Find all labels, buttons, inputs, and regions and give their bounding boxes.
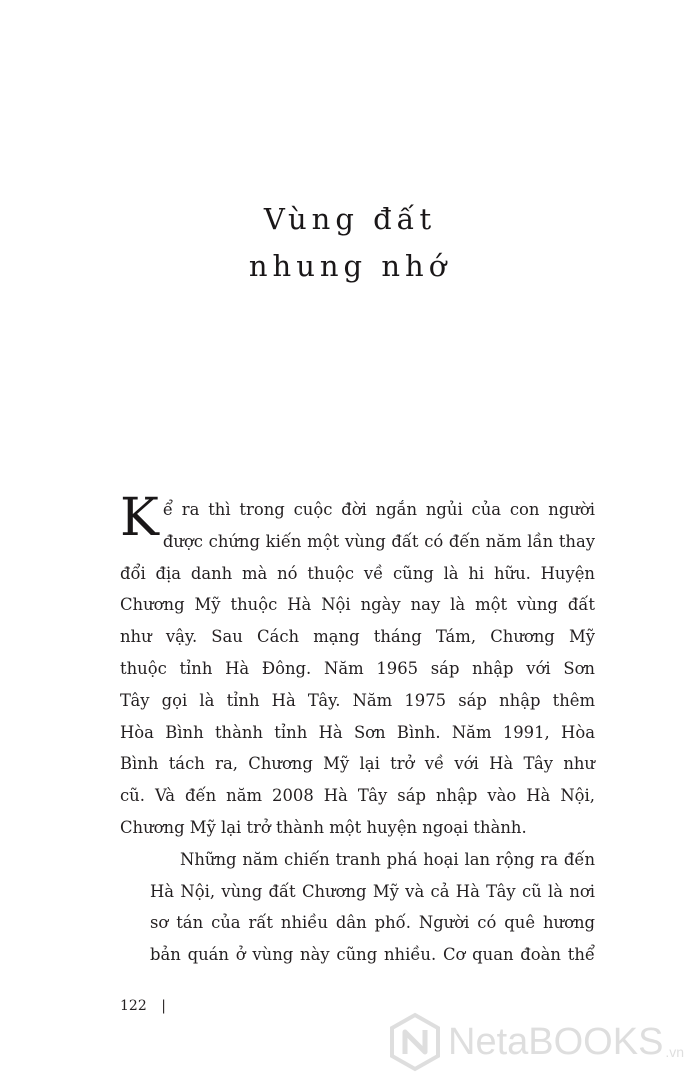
watermark-brand: NetaBOOKS bbox=[448, 1020, 664, 1063]
paragraph-1 bbox=[120, 488, 595, 844]
chapter-title-line-1: Vùng đất bbox=[263, 202, 437, 236]
text-line: được chứng kiến một vùng đất có đến năm lần thay bbox=[162, 531, 595, 551]
text-line: như vậy. Sau Cách mạng tháng Tám, Chương Mỹ bbox=[120, 627, 595, 647]
text-line: Chương Mỹ lại trở thành một huyện ngoại thành. bbox=[120, 817, 527, 837]
text-line: Hà Nội, vùng đất Chương Mỹ và cả Hà Tây cũ là nơi bbox=[150, 881, 595, 901]
text-line: sơ tán của rất nhiều dân phố. Người có quê hương bbox=[150, 913, 595, 933]
text-line: Bình tách ra, Chương Mỹ lại trở về với Hà Tây như bbox=[120, 754, 595, 774]
text-line: bản quán ở vùng này cũng nhiều. Cơ quan đoàn thể bbox=[150, 945, 595, 965]
paragraph-2 bbox=[120, 844, 595, 971]
text-line: thuộc tỉnh Hà Đông. Năm 1965 sáp nhập với Sơn bbox=[120, 658, 595, 678]
drop-cap: K bbox=[120, 488, 159, 548]
text-line: Hòa Bình thành tỉnh Hà Sơn Bình. Năm 1991, Hòa bbox=[120, 722, 595, 742]
text-line: Tây gọi là tỉnh Hà Tây. Năm 1975 sáp nhập thêm bbox=[120, 690, 595, 710]
text-line: Chương Mỹ thuộc Hà Nội ngày nay là một vùng đất bbox=[120, 595, 595, 615]
chapter-title bbox=[0, 196, 700, 290]
page-footer bbox=[120, 998, 166, 1014]
n-hexagon-logo-icon bbox=[388, 1012, 442, 1072]
publisher-watermark bbox=[388, 1010, 684, 1074]
footer-separator: | bbox=[161, 998, 166, 1014]
watermark-suffix: .vn bbox=[665, 1044, 685, 1060]
text-line: đổi địa danh mà nó thuộc về cũng là hi hữu. Huyện bbox=[120, 563, 595, 583]
body-text bbox=[120, 488, 595, 971]
chapter-title-line-2: nhung nhớ bbox=[248, 249, 452, 283]
text-line: Những năm chiến tranh phá hoại lan rộng ra đến bbox=[180, 849, 595, 869]
page-number: 122 bbox=[120, 998, 147, 1014]
text-line: cũ. Và đến năm 2008 Hà Tây sáp nhập vào Hà Nội, bbox=[120, 786, 595, 806]
text-line: ể ra thì trong cuộc đời ngắn ngủi của con người bbox=[162, 500, 595, 519]
